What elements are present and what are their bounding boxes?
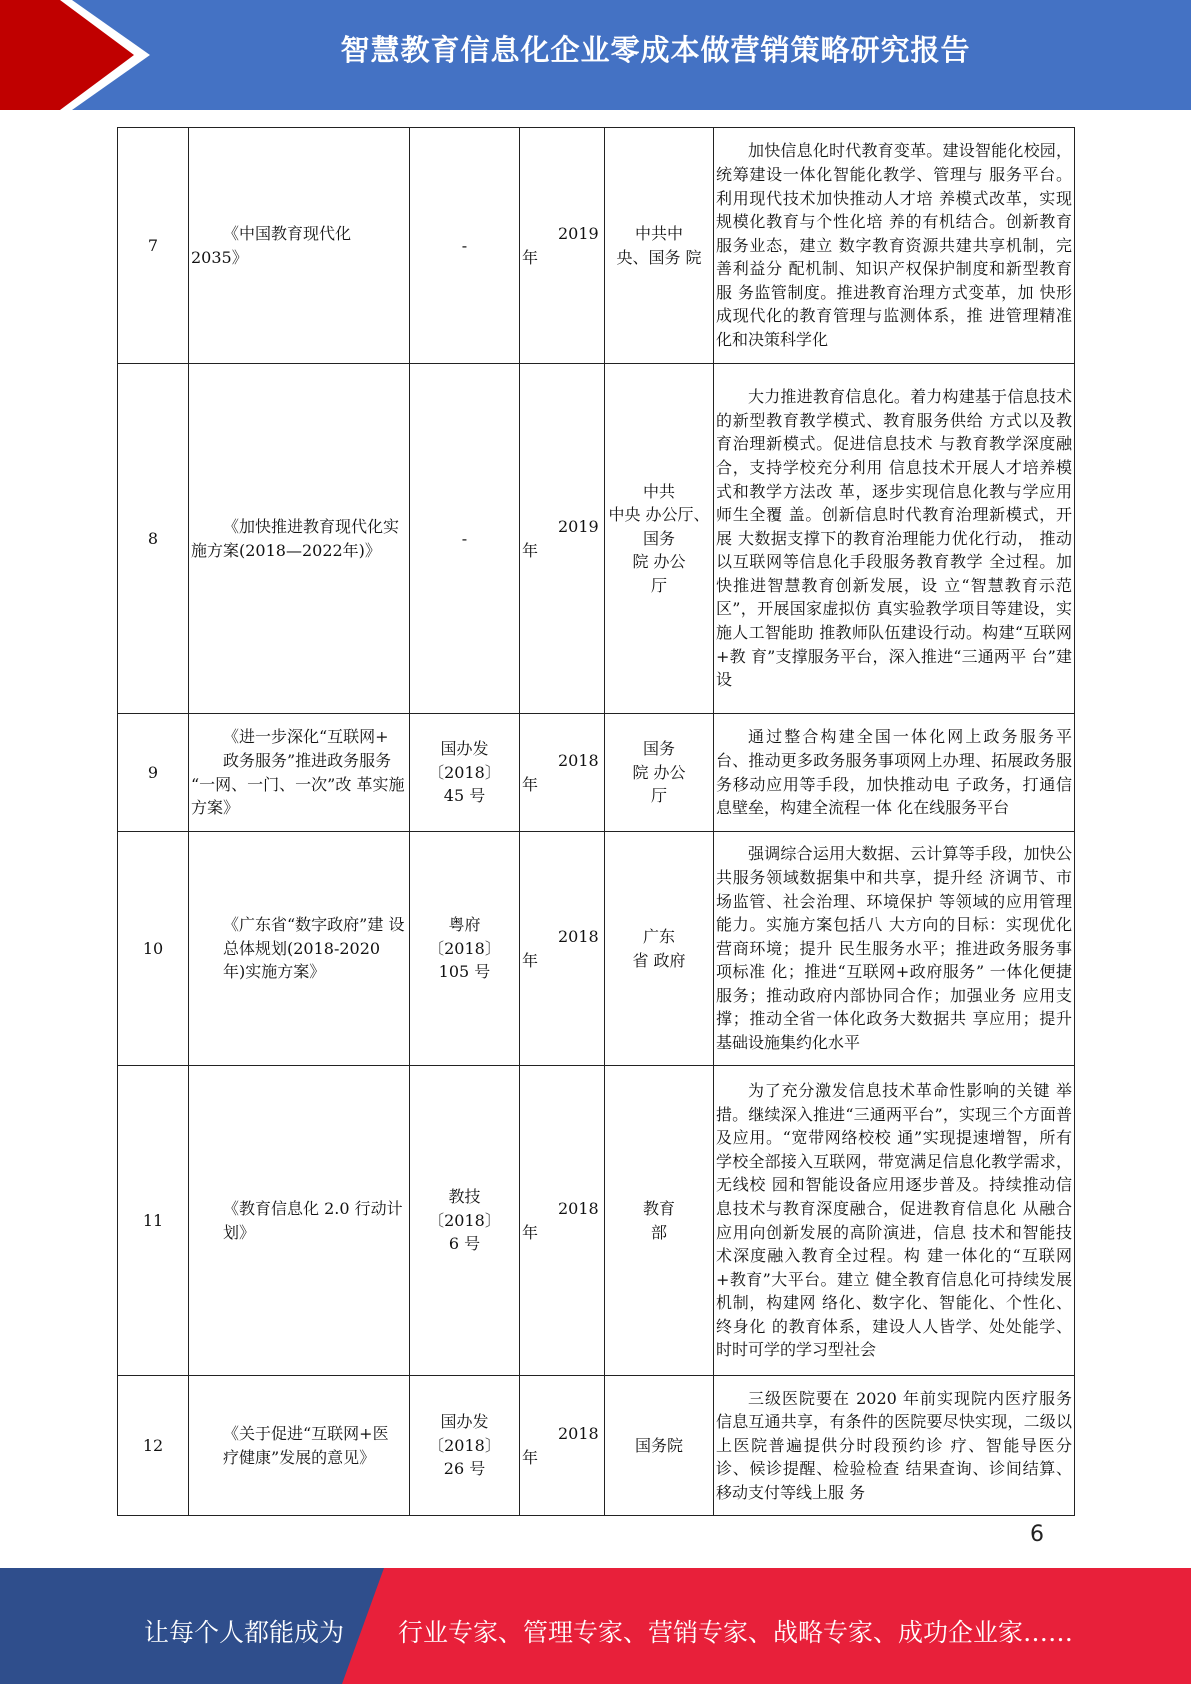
issuing-body-line: 部 [650, 1222, 667, 1242]
issuing-body [605, 1376, 714, 1516]
policy-name [189, 364, 410, 714]
issuing-body-line: 厅 [650, 786, 667, 806]
policy-summary [714, 364, 1075, 714]
document-number-line: - [461, 235, 468, 255]
issuing-body-line: 中共中 [634, 223, 683, 243]
footer-slogan-left: 让每个人都能成为 [144, 1618, 345, 1647]
issuing-body-line: 院 办公 [632, 552, 686, 572]
policy-name [189, 1376, 410, 1516]
policy-summary [714, 1066, 1075, 1376]
issuing-body-line: 央、国务 院 [616, 247, 702, 267]
document-number [410, 128, 520, 364]
issuing-body-line: 国务 [642, 528, 675, 548]
page-number: 6 [1030, 1522, 1044, 1547]
issue-year-line: 2018 [558, 926, 599, 946]
issue-year [520, 1376, 605, 1516]
document-number [410, 364, 520, 714]
policy-name-line: 《广东省“数字政府”建 设总体规划(2018-2020 年)实施方案》 [223, 915, 405, 982]
policy-name [189, 714, 410, 832]
issuing-body [605, 364, 714, 714]
issuing-body-line: 厅 [650, 575, 667, 595]
document-number-line: 〔2018〕 [428, 762, 501, 782]
issuing-body-line: 中央 办公厅、 [608, 505, 710, 525]
policy-name-line: 《加快推进教育现代化实 [223, 516, 400, 536]
header-banner [0, 0, 1191, 110]
policy-name-line: 《教育信息化 2.0 行动计 划》 [223, 1198, 403, 1242]
policy-name-line: 2035》 [191, 247, 248, 267]
document-number-line: 国办发 [440, 739, 489, 759]
issue-year-line: 年 [522, 1447, 539, 1467]
document-number [410, 832, 520, 1066]
issue-year-line: 年 [522, 950, 539, 970]
footer-slogan-right: 行业专家、管理专家、营销专家、战略专家、成功企业家…… [398, 1618, 1074, 1647]
policy-summary-line: 三级医院要在 2020 年前实现院内医疗服务 信息互通共享，有条件的医院要尽快实现，二级以上医院普遍提供分时段预约诊 疗、智能导医分诊、候诊提醒、检验检查 结果查询、诊间结算、移动支付等线上服 务 [716, 1388, 1072, 1502]
issuing-body [605, 714, 714, 832]
table-row [118, 832, 1075, 1066]
issuing-body-line: 中共 [642, 481, 675, 501]
document-number-line: 粤府 [448, 915, 481, 935]
policy-summary-line: 加快信息化时代教育变革。建设智能化校园，统筹建设一体化智能化教学、管理与 服务平台。利用现代技术加快推动人才培 养模式改革，实现规模化教育与个性化培 养的有机结合。创新教育服务业态，建立 数字教育资源共建共享机制，完善利益分 配机制、知识产权保护制度和新型教育服 务监管制度。推进教育治理方式变革，加 快形成现代化的教育管理与监测体系，推 进管理精准化和决策科学化 [716, 141, 1072, 350]
issuing-body-line: 国务院 [634, 1435, 683, 1455]
document-number-line: 教技 [448, 1187, 481, 1207]
document-number-line: - [461, 528, 468, 548]
policy-summary [714, 1376, 1075, 1516]
policy-name-line: 施方案(2018—2022年)》 [191, 540, 381, 560]
document-number-line: 〔2018〕 [428, 1210, 501, 1230]
row-number: 7 [118, 128, 189, 364]
issuing-body [605, 128, 714, 364]
issuing-body-line: 教育 [642, 1198, 675, 1218]
issuing-body-line: 国务 [642, 739, 675, 759]
document-number-line: 105 号 [438, 962, 491, 982]
policy-summary [714, 832, 1075, 1066]
document-number-line: 6 号 [448, 1234, 481, 1254]
document-number-line: 45 号 [443, 786, 486, 806]
document-number [410, 1376, 520, 1516]
report-title: 智慧教育信息化企业零成本做营销策略研究报告 [340, 33, 971, 67]
issuing-body [605, 1066, 714, 1376]
policy-name [189, 832, 410, 1066]
policy-name [189, 1066, 410, 1376]
issue-year [520, 1066, 605, 1376]
row-number: 8 [118, 364, 189, 714]
policy-summary-line: 强调综合运用大数据、云计算等手段，加快公共服务领域数据集中和共享，提升经 济调节、市场监管、社会治理、环境保护 等领域的应用管理能力。实施方案包括八 大方向的目标：实现优化营商环境；提升 民生服务水平；推进政务服务事项标准 化；推进“互联网+政府服务” 一体化便捷 服务；推动政府内部协同合作；加强业务 应用支撑；推动全省一体化政务大数据共 享应用；提升基础设施集约化水平 [716, 844, 1072, 1053]
document-number-line: 〔2018〕 [428, 1435, 501, 1455]
policy-table [117, 127, 1075, 1516]
table-row [118, 714, 1075, 832]
issue-year [520, 364, 605, 714]
table-row [118, 128, 1075, 364]
issuing-body-line: 院 办公 [632, 762, 686, 782]
issue-year-line: 2019 [558, 223, 599, 243]
header-arrow-decoration [0, 0, 150, 110]
document-number [410, 714, 520, 832]
issue-year-line: 年 [522, 1222, 539, 1242]
table-row [118, 1376, 1075, 1516]
policy-name [189, 128, 410, 364]
policy-summary-line: 大力推进教育信息化。着力构建基于信息技术的新型教育教学模式、教育服务供给 方式以及教育治理新模式。促进信息技术 与教育教学深度融合，支持学校充分利用 信息技术开展人才培养模式和教学方法改 革，逐步实现信息化教与学应用师生全覆 盖。创新信息时代教育治理新模式，开展 大数据支撑下的教育治理能力优化行动， 推动以互联网等信息化手段服务教育教学 全过程。加快推进智慧教育创新发展，设 立“智慧教育示范区”，开展国家虚拟仿 真实验教学项目等建设，实施人工智能助 推教师队伍建设行动。构建“互联网+教 育”支撑服务平台，深入推进“三通两平 台”建设 [716, 387, 1072, 690]
document-number-line: 〔2018〕 [428, 938, 501, 958]
issue-year [520, 128, 605, 364]
table-row [118, 364, 1075, 714]
policy-name-line: 《关于促进“互联网+医 疗健康”发展的意见》 [223, 1423, 389, 1467]
row-number: 11 [118, 1066, 189, 1376]
policy-summary-line: 为了充分激发信息技术革命性影响的关键 举措。继续深入推进“三通两平台”，实现三个方面普及应用。“宽带网络校校 通”实现提速增智，所有学校全部接入互联网，带宽满足信息化教学需求，无线校 园和智能设备应用逐步普及。持续推动信 息技术与教育深度融合，促进教育信息化 从融合应用向创新发展的高阶演进，信息 技术和智能技术深度融入教育全过程。构 建一体化的“互联网+教育”大平台。建立 健全教育信息化可持续发展机制，构建网 络化、数字化、智能化、个性化、终身化 的教育体系，建设人人皆学、处处能学、 时时可学的学习型社会 [716, 1080, 1072, 1360]
policy-name-line: 《进一步深化“互联网+ 政务服务”推进政务服务 [223, 727, 392, 770]
policy-name-line: 《中国教育现代化 [223, 223, 352, 243]
policy-summary-line: 通过整合构建全国一体化网上政务服务平 台、推动更多政务服务事项网上办理、拓展政务服务移动应用等手段，加快推动电 子政务，打通信息壁垒，构建全流程一体 化在线服务平台 [716, 727, 1072, 818]
footer-banner [0, 1568, 1191, 1684]
issue-year-line: 2019 [558, 516, 599, 536]
issue-year-line: 年 [522, 540, 539, 560]
issuing-body-line: 广东 [642, 926, 675, 946]
document-number-line: 国办发 [440, 1412, 489, 1432]
issuing-body [605, 832, 714, 1066]
policy-summary [714, 714, 1075, 832]
document-number [410, 1066, 520, 1376]
policy-name-line: “一网、一门、一次”改 革实施方案》 [191, 774, 405, 818]
row-number: 12 [118, 1376, 189, 1516]
issuing-body-line: 省 政府 [632, 950, 686, 970]
issue-year-line: 2018 [558, 750, 599, 770]
policy-summary [714, 128, 1075, 364]
document-number-line: 26 号 [443, 1459, 486, 1479]
issue-year-line: 年 [522, 247, 539, 267]
issue-year-line: 2018 [558, 1423, 599, 1443]
issue-year-line: 年 [522, 774, 539, 794]
table-row [118, 1066, 1075, 1376]
row-number: 10 [118, 832, 189, 1066]
row-number: 9 [118, 714, 189, 832]
issue-year [520, 832, 605, 1066]
issue-year-line: 2018 [558, 1198, 599, 1218]
issue-year [520, 714, 605, 832]
